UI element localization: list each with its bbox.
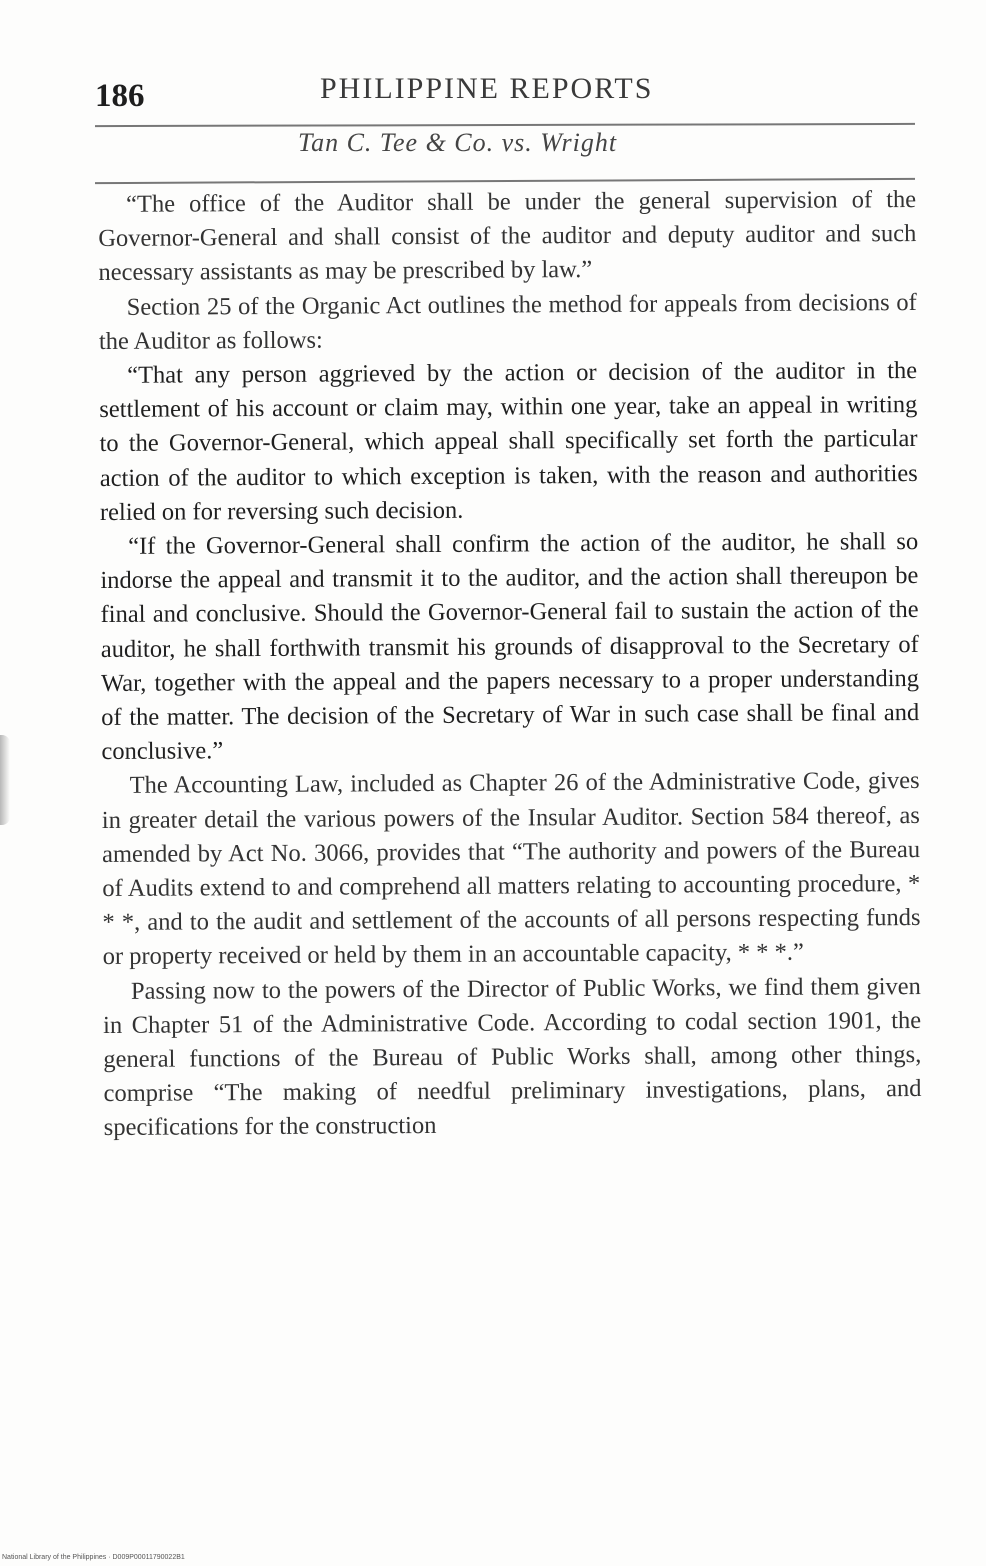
paragraph-1: “The office of the Auditor shall be under the general supervision of the Governor-General and shall consist of the auditor and deputy auditor and such necessary assistants as may be prescribed by law.” [98,186,917,287]
body-text [98,183,922,1146]
case-title: Tan C. Tee & Co. vs. Wright [298,128,618,157]
header-rule-top [95,123,915,127]
binding-shadow [0,735,10,825]
paragraph-2: Section 25 of the Organic Act outlines the method for appeals from decisions of the Auditor as follows: [98,288,917,355]
running-head: PHILIPPINE REPORTS [320,72,654,105]
paragraph-6: Passing now to the powers of the Director of Public Works, we find them given in Chapter 51 of the Administrative Code. According to codal section 1901, the general functions of the Bureau of Public Works shall, among other things, comprise “The making of needful preliminary investigations, plans, and specifications for the construction [103,972,922,1142]
page-number: 186 [95,78,145,114]
paragraph-3: “That any person aggrieved by the action or decision of the auditor in the settlement of his account or claim may, within one year, take an appeal in writing to the Governor-General, which appeal shall specifically set forth the particular action of the auditor to which exception is taken, with the reason and authorities relied on for reversing such decision. [99,357,918,526]
paragraph-5: The Accounting Law, included as Chapter 26 of the Administrative Code, gives in greater detail the various powers of the Insular Auditor. Section 584 thereof, as amended by Act No. 3066, provides that “The authority and powers of the Bureau of Audits extend to and comprehend all matters relating to accounting procedure, * * *, and to the audit and settlement of the accounts of all persons respecting funds or property received or held by them in an accountable capacity, * * *.” [101,767,921,971]
paragraph-4: “If the Governor-General shall confirm the action of the auditor, he shall so indorse the appeal and transmit it to the auditor, and the action shall thereupon be final and conclusive. Should the Governor-General fail to sustain the action of the auditor, he shall forthwith transmit his grounds of disapproval to the Secretary of War, together with the appeal and the papers necessary to a proper understanding of the matter. The decision of the Secretary of War in such case shall be final and conclusive.” [100,528,920,766]
footer-source: National Library of the Philippines · D009P00011790022B1 [2,1554,185,1561]
